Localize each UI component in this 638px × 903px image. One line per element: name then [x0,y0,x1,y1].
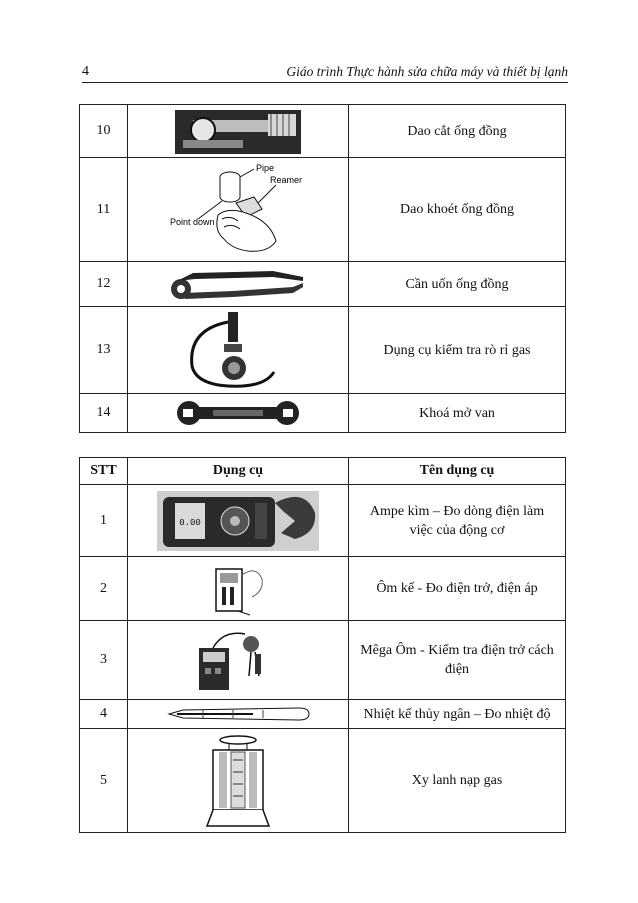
point-down-label: Point down [170,216,215,227]
header-stt: STT [80,458,128,485]
tube-bender-icon [128,262,349,307]
page-header [82,64,568,82]
tool-name: Mêga Ôm - Kiểm tra điện trở cách điện [349,621,566,700]
meter-display: 0.00 [179,517,201,528]
table-row [80,700,566,729]
pipe-label: Pipe [256,162,275,173]
row-number: 11 [80,158,128,262]
row-number: 12 [80,262,128,307]
table-row [80,621,566,700]
row-number: 5 [80,729,128,833]
valve-wrench-icon [128,394,349,433]
leak-detector-icon [128,307,349,394]
reamer-label: Reamer [270,174,303,185]
row-number: 3 [80,621,128,700]
row-number: 2 [80,557,128,621]
header-name: Tên dụng cụ [349,458,566,485]
tool-name: Khoá mở van [349,394,566,433]
row-number: 4 [80,700,128,729]
table-row [80,262,566,307]
table-row [80,105,566,158]
table-row [80,158,566,262]
row-number: 10 [80,105,128,158]
tool-name: Ampe kìm – Đo dòng điện làm việc của động cơ [349,485,566,557]
running-title: Giáo trình Thực hành sửa chữa máy và thiết bị lạnh [286,64,568,79]
table-row [80,307,566,394]
row-number: 1 [80,485,128,557]
pipe-cutter-icon [128,105,349,158]
thermometer-icon [128,700,349,729]
megohmmeter-icon [128,621,349,700]
table-row [80,394,566,433]
measuring-tools-table [79,457,566,833]
ohmmeter-icon [128,557,349,621]
table-row [80,729,566,833]
tool-name: Cần uốn ống đồng [349,262,566,307]
tool-name: Ôm kế - Đo điện trở, điện áp [349,557,566,621]
tool-name: Xy lanh nạp gas [349,729,566,833]
tool-name: Dao cắt ống đồng [349,105,566,158]
tool-name: Dao khoét ống đồng [349,158,566,262]
table-header-row [80,458,566,485]
tool-name: Dụng cụ kiểm tra rò rỉ gas [349,307,566,394]
page-number: 4 [82,64,89,79]
charging-cylinder-icon [128,729,349,833]
header-rule [82,82,568,83]
table-row [80,485,566,557]
table-row [80,557,566,621]
tools-table-continued [79,104,566,433]
row-number: 14 [80,394,128,433]
row-number: 13 [80,307,128,394]
clamp-meter-icon [128,485,349,557]
reamer-icon [128,158,349,262]
tool-name: Nhiệt kế thủy ngân – Đo nhiệt độ [349,700,566,729]
header-tool: Dụng cụ [128,458,349,485]
